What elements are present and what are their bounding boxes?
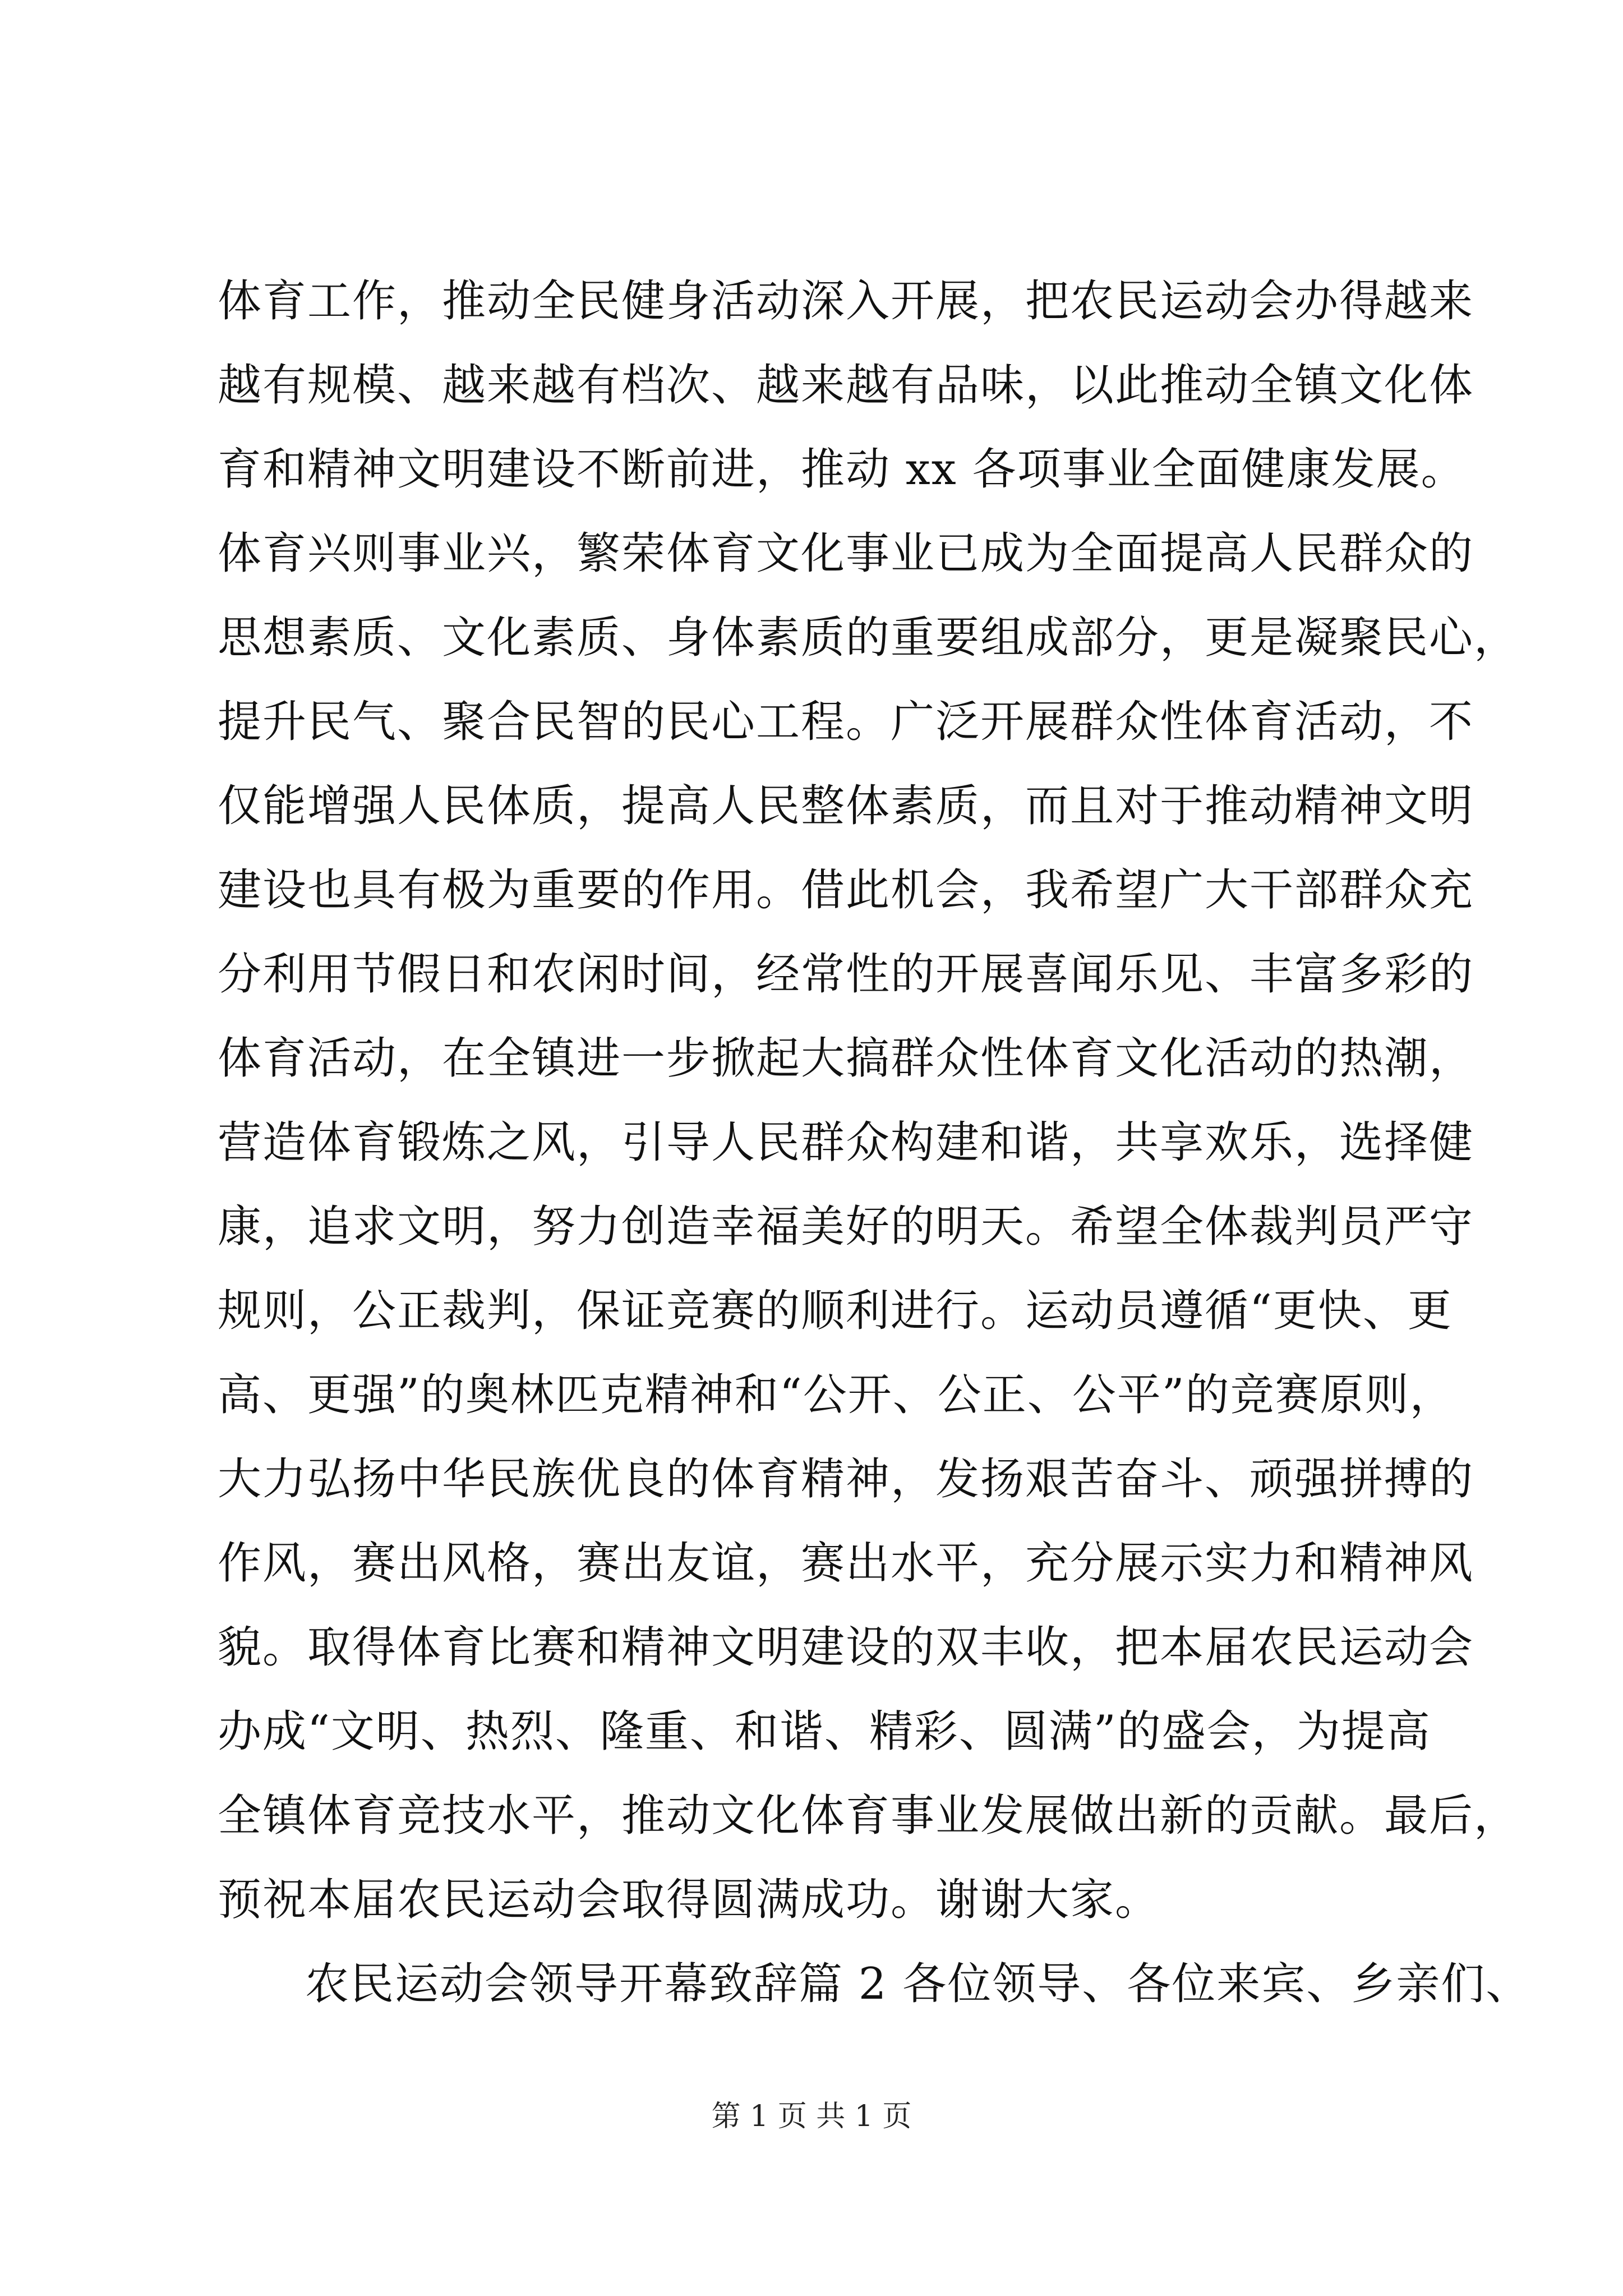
text-line: 育和精神文明建设不断前进，推动 xx 各项事业全面健康发展。 — [218, 444, 1466, 495]
text-line: 全镇体育竞技水平，推动文化体育事业发展做出新的贡献。最后， — [218, 1791, 1519, 1841]
text-line: 预祝本届农民运动会取得圆满成功。谢谢大家。 — [218, 1875, 1160, 1925]
text-line: 体育兴则事业兴，繁荣体育文化事业已成为全面提高人民群众的 — [218, 528, 1474, 579]
text-line: 越有规模、越来越有档次、越来越有品味，以此推动全镇文化体 — [218, 360, 1474, 411]
text-line: 建设也具有极为重要的作用。借此机会，我希望广大干部群众充 — [218, 865, 1474, 915]
text-line: 思想素质、文化素质、身体素质的重要组成部分，更是凝聚民心， — [218, 613, 1519, 663]
body-text — [218, 259, 1531, 2026]
text-line: 分利用节假日和农闲时间，经常性的开展喜闻乐见、丰富多彩的 — [218, 949, 1474, 1000]
text-line: 体育工作，推动全民健身活动深入开展，把农民运动会办得越来 — [218, 276, 1474, 326]
text-line: 体育活动，在全镇进一步掀起大搞群众性体育文化活动的热潮， — [218, 1033, 1474, 1084]
text-line: 貌。取得体育比赛和精神文明建设的双丰收，把本届农民运动会 — [218, 1622, 1474, 1673]
text-line: 营造体育锻炼之风，引导人民群众构建和谐，共享欢乐，选择健 — [218, 1117, 1474, 1168]
text-line: 大力弘扬中华民族优良的体育精神，发扬艰苦奋斗、顽强拼搏的 — [218, 1454, 1474, 1504]
text-line: 作风，赛出风格，赛出友谊，赛出水平，充分展示实力和精神风 — [218, 1538, 1474, 1589]
text-line: 规则，公正裁判，保证竞赛的顺利进行。运动员遵循“更快、更 — [218, 1286, 1453, 1336]
text-line: 仅能增强人民体质，提高人民整体素质，而且对于推动精神文明 — [218, 781, 1474, 831]
page-number-label: 第 1 页 共 1 页 — [711, 2100, 912, 2133]
text-line-indented: 农民运动会领导开幕致辞篇 2 各位领导、各位来宾、乡亲们、 — [305, 1959, 1531, 2009]
text-line: 提升民气、聚合民智的民心工程。广泛开展群众性体育活动，不 — [218, 697, 1474, 747]
text-line: 康，追求文明，努力创造幸福美好的明天。希望全体裁判员严守 — [218, 1202, 1474, 1252]
page-footer — [0, 2097, 1623, 2136]
text-line: 高、更强”的奥林匹克精神和“公开、公正、公平”的竞赛原则， — [218, 1370, 1455, 1420]
text-line: 办成“文明、热烈、隆重、和谐、精彩、圆满”的盛会，为提高 — [218, 1706, 1431, 1757]
